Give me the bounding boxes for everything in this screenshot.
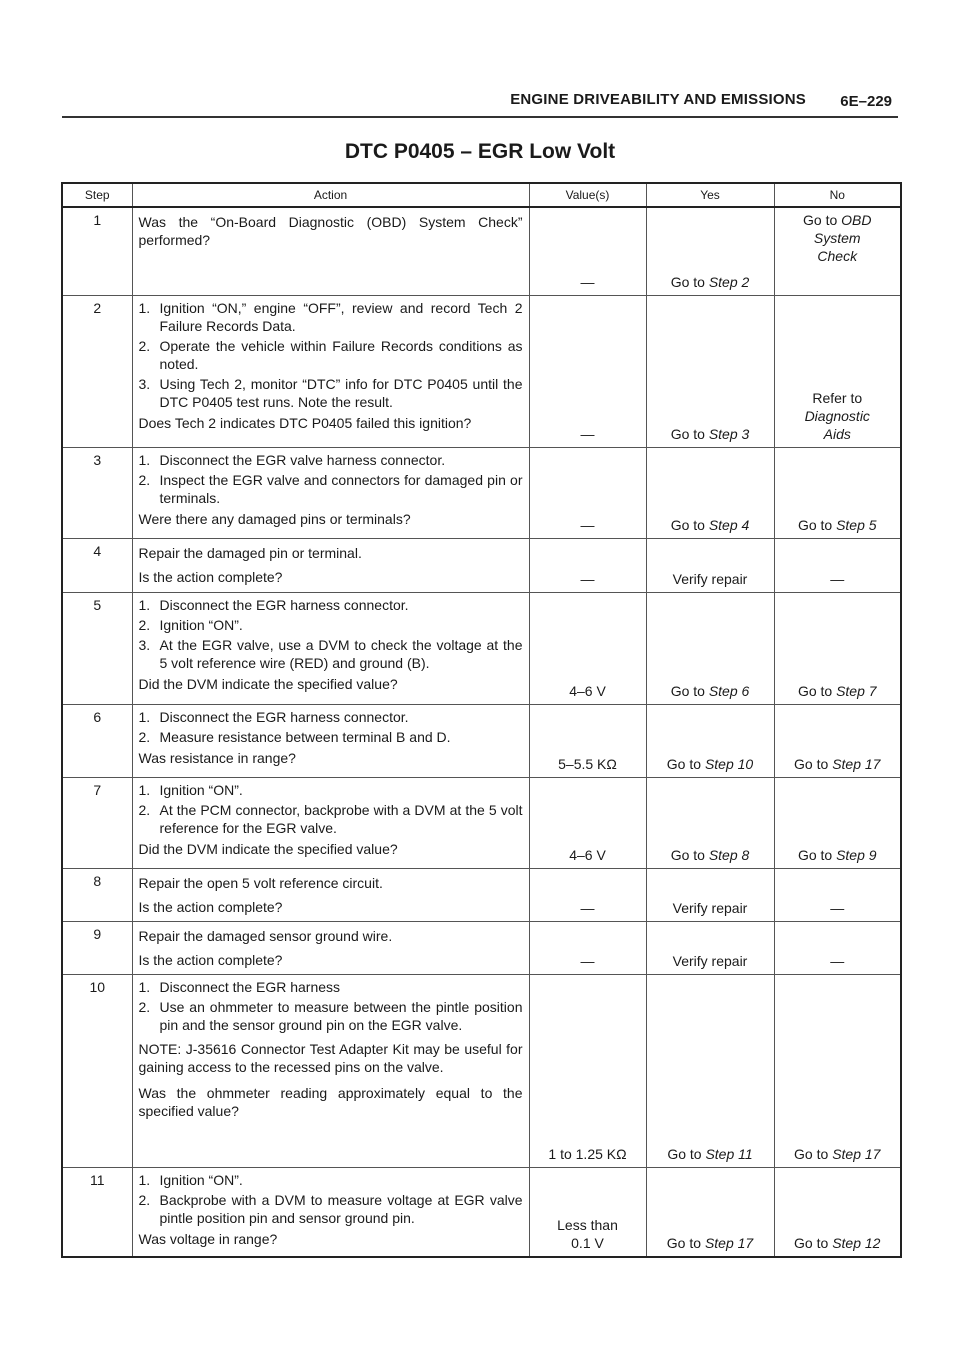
step-number: 10 xyxy=(62,974,132,1167)
action-question: Was the ohmmeter reading approximately equal to the specified value? xyxy=(138,1084,523,1119)
value-cell: — xyxy=(529,207,646,295)
value-line: 0.1 V xyxy=(571,1235,604,1251)
no-text: Go to xyxy=(797,846,837,863)
no-link: Step 5 xyxy=(836,516,877,533)
yes-cell xyxy=(646,592,774,704)
table-row xyxy=(62,207,901,295)
yes-text: Go to xyxy=(670,273,709,290)
list-item: 2. Inspect the EGR valve and connectors for damaged pin or terminals. xyxy=(138,471,523,506)
table-row xyxy=(62,447,901,538)
table-row xyxy=(62,974,901,1167)
yes-text: Go to xyxy=(667,1145,706,1162)
action-text: Repair the damaged pin or terminal. xyxy=(138,544,362,561)
list-item: 1. Disconnect the EGR valve harness connector. xyxy=(138,451,446,468)
no-text: Go to xyxy=(797,516,837,533)
value-cell: 5–5.5 KΩ xyxy=(529,704,646,777)
action-question: Was the “On-Board Diagnostic (OBD) System Check” performed? xyxy=(138,214,523,248)
step-number: 5 xyxy=(62,592,132,704)
section-title: ENGINE DRIVEABILITY AND EMISSIONS xyxy=(510,91,806,108)
table-row xyxy=(62,295,901,447)
step-number: 7 xyxy=(62,777,132,868)
action-cell xyxy=(132,538,529,592)
table-row xyxy=(62,777,901,868)
action-cell xyxy=(132,447,529,538)
no-text: Go to xyxy=(797,682,837,699)
yes-link: Step 2 xyxy=(708,273,750,290)
no-cell xyxy=(774,777,901,868)
no-cell xyxy=(774,295,901,447)
list-item: 1. Ignition “ON”. xyxy=(138,1171,243,1188)
value-cell: — xyxy=(529,295,646,447)
no-link: Step 17 xyxy=(832,1145,881,1162)
action-question: Does Tech 2 indicates DTC P0405 failed this ignition? xyxy=(138,414,472,431)
action-cell xyxy=(132,704,529,777)
action-text: Repair the open 5 volt reference circuit. xyxy=(138,874,383,891)
value-cell: — xyxy=(529,921,646,974)
page-number: 6E–229 xyxy=(840,93,892,110)
action-question: Did the DVM indicate the specified value? xyxy=(138,675,398,692)
list-item: 2. At the PCM connector, backprobe with a DVM at the 5 volt reference for the EGR valve. xyxy=(138,801,523,836)
diagnostic-table xyxy=(61,182,902,1258)
list-item: 2. Ignition “ON”. xyxy=(138,616,243,633)
page-title: DTC P0405 – EGR Low Volt xyxy=(344,140,616,163)
yes-cell xyxy=(646,1167,774,1257)
list-item: 1. Disconnect the EGR harness xyxy=(138,978,341,995)
list-item: 1. Ignition “ON,” engine “OFF”, review and record Tech 2 Failure Records Data. xyxy=(138,299,523,334)
action-note: NOTE: J-35616 Connector Test Adapter Kit may be useful for gaining access to the recessed pins on the valve. xyxy=(138,1040,523,1075)
action-cell xyxy=(132,921,529,974)
list-item: 1. Disconnect the EGR harness connector. xyxy=(138,708,409,725)
yes-text: Go to xyxy=(670,516,709,533)
action-question: Is the action complete? xyxy=(138,568,283,585)
yes-text: Go to xyxy=(670,425,709,442)
no-text: Go to xyxy=(794,1235,833,1251)
action-cell xyxy=(132,974,529,1167)
yes-link: Step 10 xyxy=(704,755,754,772)
action-cell xyxy=(132,868,529,921)
no-link: Step 12 xyxy=(832,1235,881,1251)
yes-cell xyxy=(646,447,774,538)
no-cell: — xyxy=(774,538,901,592)
action-cell xyxy=(132,295,529,447)
value-cell: 4–6 V xyxy=(529,592,646,704)
step-number: 3 xyxy=(62,447,132,538)
yes-text: Go to xyxy=(670,846,709,863)
header-step: Step xyxy=(62,183,132,207)
value-cell: 1 to 1.25 KΩ xyxy=(529,974,646,1167)
value-cell: — xyxy=(529,538,646,592)
header-yes: Yes xyxy=(646,183,774,207)
yes-cell xyxy=(646,974,774,1167)
table-row xyxy=(62,1167,901,1257)
step-number: 4 xyxy=(62,538,132,592)
no-cell xyxy=(774,704,901,777)
list-item: 1. Ignition “ON”. xyxy=(138,781,243,798)
no-link: Step 17 xyxy=(832,755,881,772)
no-cell xyxy=(774,974,901,1167)
value-cell: — xyxy=(529,868,646,921)
header-values: Value(s) xyxy=(529,183,646,207)
no-cell xyxy=(774,1167,901,1257)
action-question: Is the action complete? xyxy=(138,951,283,968)
yes-link: Step 17 xyxy=(704,1235,754,1251)
value-cell: 4–6 V xyxy=(529,777,646,868)
list-item: 2. Use an ohmmeter to measure between the pintle position pin and the sensor ground pin on the EGR valve. xyxy=(138,998,523,1033)
table-row xyxy=(62,868,901,921)
no-cell xyxy=(774,592,901,704)
yes-link: Step 6 xyxy=(708,682,750,699)
no-text: Go to xyxy=(794,755,833,772)
yes-text: Go to xyxy=(670,682,709,699)
no-text: Refer to xyxy=(812,389,863,406)
step-number: 8 xyxy=(62,868,132,921)
table-row xyxy=(62,704,901,777)
value-cell: — xyxy=(529,447,646,538)
page-header xyxy=(62,88,898,118)
action-cell xyxy=(132,207,529,295)
no-cell: — xyxy=(774,921,901,974)
action-question: Were there any damaged pins or terminals? xyxy=(138,510,411,527)
table-row xyxy=(62,538,901,592)
action-question: Was voltage in range? xyxy=(138,1230,278,1247)
no-cell: — xyxy=(774,868,901,921)
yes-link: Step 3 xyxy=(708,425,750,442)
yes-cell: Verify repair xyxy=(646,868,774,921)
step-number: 9 xyxy=(62,921,132,974)
no-cell xyxy=(774,447,901,538)
action-text: Repair the damaged sensor ground wire. xyxy=(138,927,393,944)
action-question: Is the action complete? xyxy=(138,898,283,915)
value-cell xyxy=(529,1167,646,1257)
step-number: 1 xyxy=(62,207,132,295)
action-question: Was resistance in range? xyxy=(138,749,296,766)
header-action: Action xyxy=(132,183,529,207)
yes-link: Step 8 xyxy=(708,846,750,863)
list-item: 3. Using Tech 2, monitor “DTC” info for DTC P0405 until the DTC P0405 test runs. Note the result. xyxy=(138,375,523,410)
yes-cell xyxy=(646,704,774,777)
step-number: 11 xyxy=(62,1167,132,1257)
yes-cell xyxy=(646,295,774,447)
no-cell xyxy=(774,207,901,295)
list-item: 2. Backprobe with a DVM to measure voltage at EGR valve pintle position pin and sensor ground pin. xyxy=(138,1191,523,1226)
no-link: Diagnostic Aids xyxy=(804,407,870,442)
no-text: Go to xyxy=(803,212,842,228)
no-link: Step 9 xyxy=(836,846,877,863)
no-link: OBD System Check xyxy=(813,212,872,264)
yes-text: Go to xyxy=(666,1235,705,1251)
table-row xyxy=(62,592,901,704)
action-question: Did the DVM indicate the specified value? xyxy=(138,840,398,857)
no-text: Go to xyxy=(794,1145,833,1162)
list-item: 2. Operate the vehicle within Failure Records conditions as noted. xyxy=(138,337,523,372)
list-item: 1. Disconnect the EGR harness connector. xyxy=(138,596,409,613)
header-no: No xyxy=(774,183,901,207)
yes-text: Go to xyxy=(666,755,705,772)
yes-cell xyxy=(646,207,774,295)
table-row xyxy=(62,921,901,974)
step-number: 6 xyxy=(62,704,132,777)
yes-cell: Verify repair xyxy=(646,538,774,592)
step-number: 2 xyxy=(62,295,132,447)
yes-link: Step 4 xyxy=(708,516,750,533)
action-cell xyxy=(132,1167,529,1257)
yes-cell xyxy=(646,777,774,868)
list-item: 2. Measure resistance between terminal B and D. xyxy=(138,728,451,745)
value-line: Less than xyxy=(557,1217,618,1233)
no-link: Step 7 xyxy=(836,682,877,699)
table-header-row xyxy=(62,183,901,207)
yes-link: Step 11 xyxy=(705,1145,753,1162)
action-cell xyxy=(132,592,529,704)
action-cell xyxy=(132,777,529,868)
list-item: 3. At the EGR valve, use a DVM to check the voltage at the 5 volt reference wire (RED) and ground (B). xyxy=(138,636,523,671)
yes-cell: Verify repair xyxy=(646,921,774,974)
